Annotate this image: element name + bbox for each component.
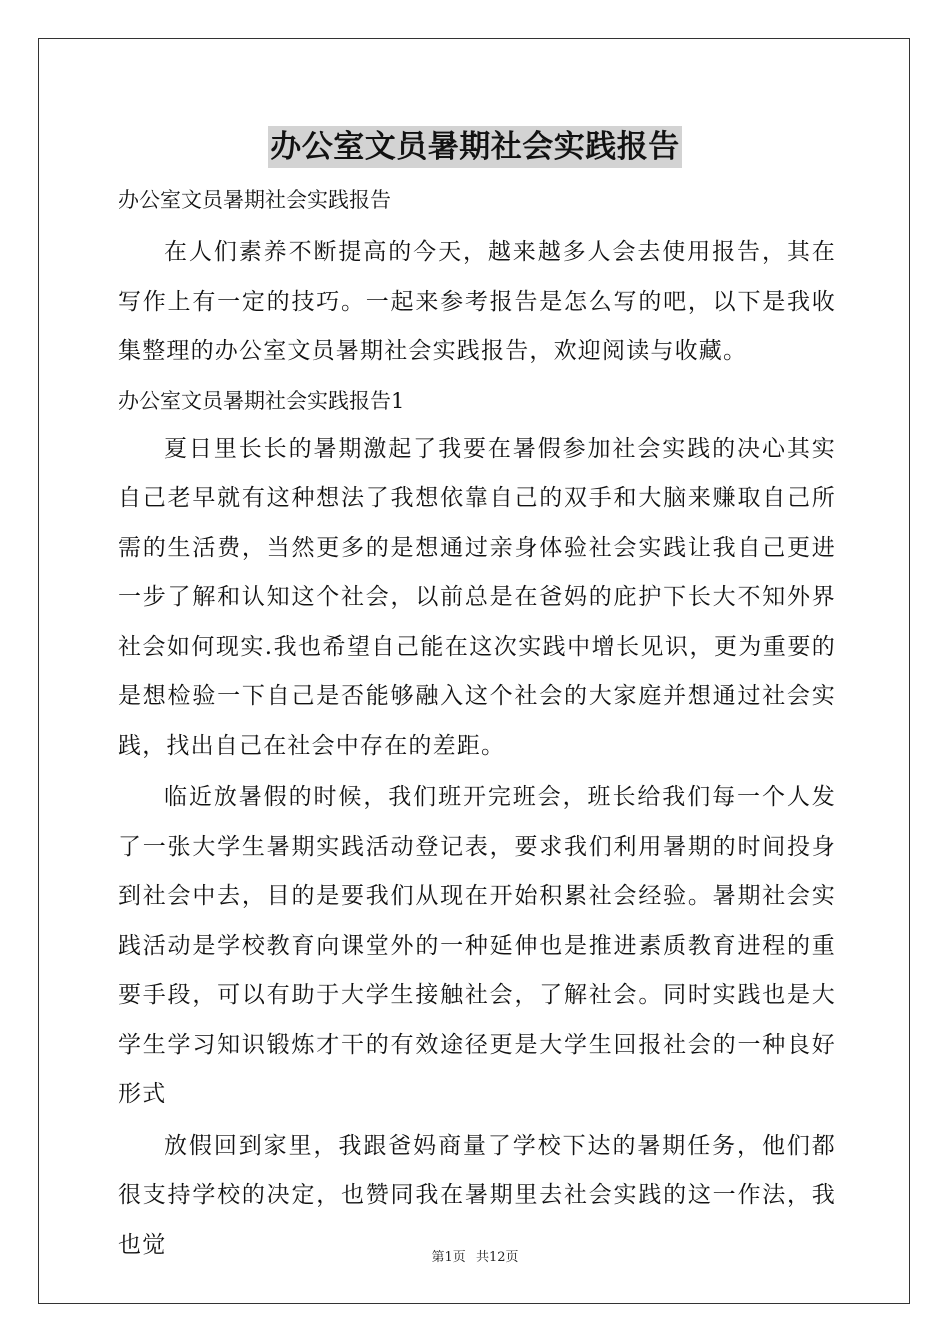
page-number: 第1页 xyxy=(431,1250,466,1265)
intro-paragraph: 在人们素养不断提高的今天，越来越多人会去使用报告，其在写作上有一定的技巧。一起来参考报告是怎么写的吧，以下是我收集整理的办公室文员暑期社会实践报告，欢迎阅读与收藏。 xyxy=(118,239,836,364)
page-footer xyxy=(0,1246,950,1265)
subtitle-heading: 办公室文员暑期社会实践报告 xyxy=(118,188,391,212)
body-paragraph-3: 放假回到家里，我跟爸妈商量了学校下达的暑期任务，他们都很支持学校的决定，也赞同我在暑期里去社会实践的这一作法，我也觉 xyxy=(118,1132,836,1258)
document-title: 办公室文员暑期社会实践报告 xyxy=(268,126,682,168)
body-paragraph-2: 临近放暑假的时候，我们班开完班会，班长给我们每一个人发了一张大学生暑期实践活动登记表，要求我们利用暑期的时间投身到社会中去，目的是要我们从现在开始积累社会经验。暑期社会实践活动是学校教育向课堂外的一种延伸也是推进素质教育进程的重要手段，可以有助于大学生接触社会，了解社会。同时实践也是大学生学习知识锻炼才干的有效途径更是大学生回报社会的一种良好形式 xyxy=(118,784,836,1107)
body-paragraph-1: 夏日里长长的暑期激起了我要在暑假参加社会实践的决心其实自己老早就有这种想法了我想依靠自己的双手和大脑来赚取自己所需的生活费，当然更多的是想通过亲身体验社会实践让我自己更进一步了解和认知这个社会，以前总是在爸妈的庇护下长大不知外界社会如何现实.我也希望自己能在这次实践中增长见识，更为重要的是想检验一下自己是否能够融入这个社会的大家庭并想通过社会实践，找出自己在社会中存在的差距。 xyxy=(118,435,836,759)
title-container xyxy=(0,126,950,168)
page-total: 共12页 xyxy=(475,1250,519,1265)
document-body xyxy=(118,176,836,1270)
section-heading: 办公室文员暑期社会实践报告1 xyxy=(118,388,405,413)
